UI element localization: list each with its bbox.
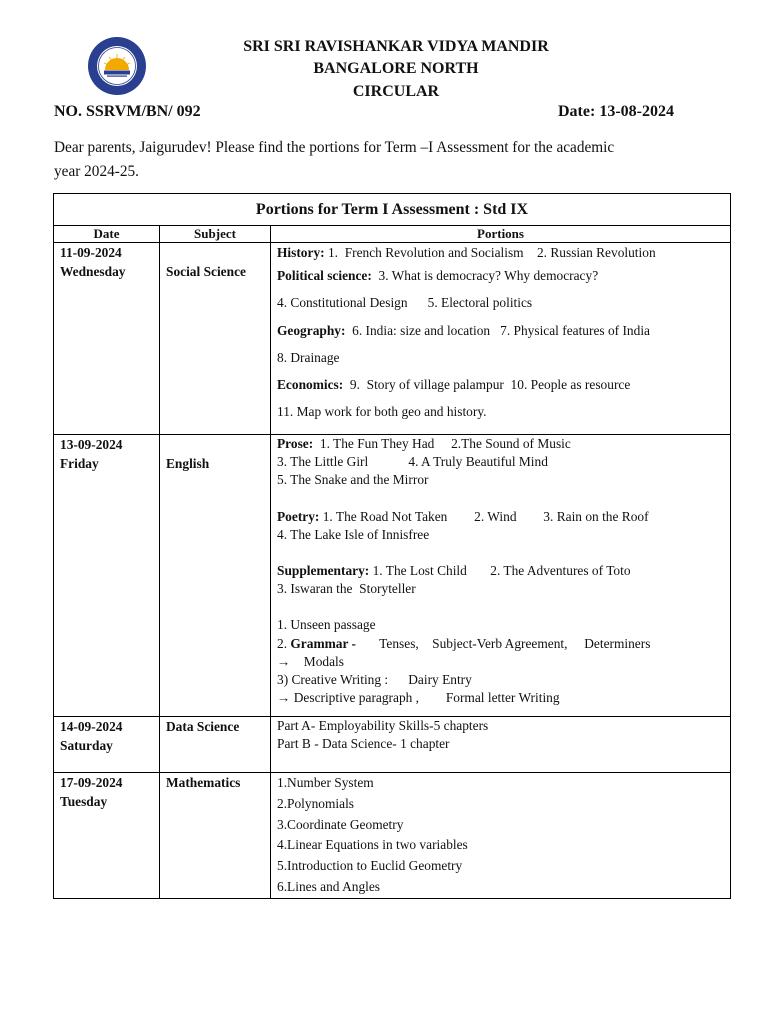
creative-writing: 3) Creative Writing : Dairy Entry — [277, 672, 472, 688]
exam-day: Friday — [60, 456, 99, 471]
prose-line-3: 5. The Snake and the Mirror — [277, 472, 429, 488]
intro-text — [54, 136, 744, 184]
math-topic: 5.Introduction to Euclid Geometry — [277, 858, 463, 874]
column-header-date: Date — [54, 226, 160, 243]
table-row — [54, 435, 731, 717]
exam-day: Tuesday — [60, 794, 108, 809]
intro-line-1: Dear parents, Jaigurudev! Please find the portions for Term –I Assessment for the academic — [54, 139, 615, 156]
exam-date: 11-09-2024 — [60, 245, 122, 260]
poetry-line-2: 4. The Lake Isle of Innisfree — [277, 526, 430, 542]
math-topic: 4.Linear Equations in two variables — [277, 837, 468, 853]
subject-cell: Mathematics — [160, 773, 271, 899]
map-work: 11. Map work for both geo and history. — [277, 404, 487, 420]
history-portions: 1. French Revolution and Socialism 2. Russian Revolution — [324, 245, 656, 260]
grammar-label: Grammar - — [290, 635, 356, 651]
subject-cell: English — [160, 435, 271, 717]
portions-table — [53, 193, 731, 899]
poetry-line-1: 1. The Road Not Taken 2. Wind 3. Rain on the Roof — [319, 508, 649, 524]
grammar-number: 2. — [277, 635, 291, 651]
polsci-portions-2: 4. Constitutional Design 5. Electoral politics — [277, 295, 533, 311]
exam-date: 13-09-2024 — [60, 437, 123, 452]
portions-cell — [271, 435, 731, 717]
subject-cell: Data Science — [160, 717, 271, 773]
exam-date: 14-09-2024 — [60, 719, 123, 734]
date-cell — [54, 773, 160, 899]
table-title: Portions for Term I Assessment : Std IX — [54, 194, 731, 226]
polsci-portions: 3. What is democracy? Why democracy? — [371, 268, 599, 283]
date-cell — [54, 243, 160, 435]
data-science-part-b: Part B - Data Science- 1 chapter — [277, 736, 450, 751]
geography-portions-2: 8. Drainage — [277, 349, 340, 365]
math-topic: 2.Polynomials — [277, 795, 355, 811]
date-cell — [54, 435, 160, 717]
supplementary-line-1: 1. The Lost Child 2. The Adventures of Toto — [369, 563, 631, 579]
supplementary-line-2: 3. Iswaran the Storyteller — [277, 581, 416, 597]
economics-label: Economics: — [277, 377, 344, 393]
economics-portions: 9. Story of village palampur 10. People as resource — [343, 377, 631, 393]
portions-cell — [271, 717, 731, 773]
exam-day: Wednesday — [60, 264, 126, 279]
prose-line-1: 1. The Fun They Had 2.The Sound of Music — [313, 436, 571, 451]
date-cell — [54, 717, 160, 773]
portions-cell — [271, 773, 731, 899]
intro-line-2: year 2024-25. — [54, 163, 139, 180]
supplementary-label: Supplementary: — [277, 563, 370, 579]
exam-date: 17-09-2024 — [60, 775, 123, 790]
math-topic: 1.Number System — [277, 775, 374, 790]
portions-cell — [271, 243, 731, 435]
math-topic: 3.Coordinate Geometry — [277, 816, 404, 832]
grammar-topics-2: → Modals — [277, 653, 344, 669]
table-row — [54, 717, 731, 773]
math-topic: 6.Lines and Angles — [277, 878, 381, 894]
grammar-topics: Tenses, Subject-Verb Agreement, Determiners — [355, 635, 651, 651]
document-type: CIRCULAR — [352, 83, 440, 100]
circular-number: NO. SSRVM/BN/ 092 — [54, 103, 201, 120]
prose-line-2: 3. The Little Girl 4. A Truly Beautiful Mind — [277, 454, 548, 470]
polsci-label: Political science: — [277, 268, 372, 283]
data-science-part-a: Part A- Employability Skills-5 chapters — [277, 718, 489, 733]
poetry-label: Poetry: — [277, 508, 320, 524]
school-logo — [87, 36, 147, 96]
branch-name: BANGALORE NORTH — [313, 60, 479, 77]
creative-writing-2: → Descriptive paragraph , Formal letter Writing — [277, 690, 560, 706]
column-header-subject: Subject — [160, 226, 271, 243]
school-name: SRI SRI RAVISHANKAR VIDYA MANDIR — [243, 38, 549, 55]
prose-label: Prose: — [277, 436, 314, 451]
exam-day: Saturday — [60, 738, 113, 753]
circular-date: Date: 13-08-2024 — [558, 103, 674, 120]
geography-portions: 6. India: size and location 7. Physical features of India — [345, 322, 650, 338]
column-header-portions: Portions — [271, 226, 731, 243]
subject-cell: Social Science — [160, 243, 271, 435]
table-row — [54, 243, 731, 435]
table-row — [54, 773, 731, 899]
geography-label: Geography: — [277, 322, 346, 338]
unseen-passage: 1. Unseen passage — [277, 617, 376, 633]
history-label: History: — [277, 245, 325, 260]
